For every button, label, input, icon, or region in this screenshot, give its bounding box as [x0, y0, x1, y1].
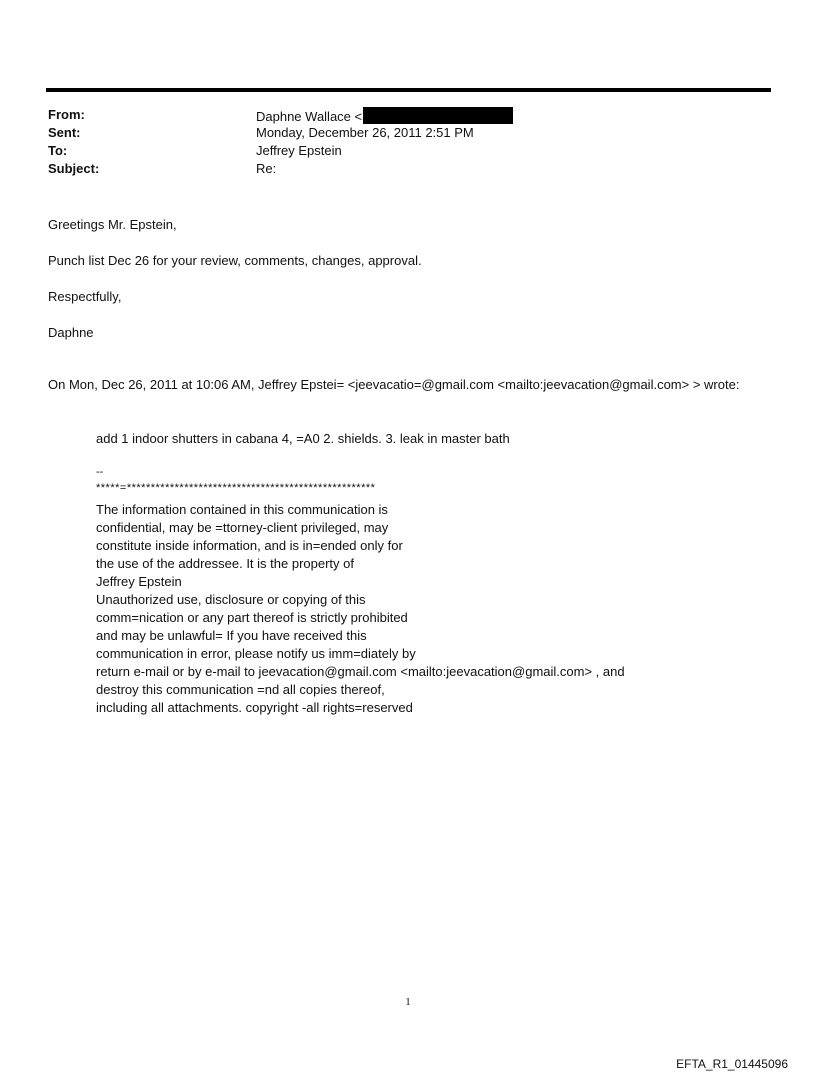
redaction-box [363, 107, 513, 124]
sent-label: Sent: [48, 125, 81, 140]
disclaimer-line: constitute inside information, and is in=ended only for [96, 538, 403, 553]
disclaimer-line: destroy this communication =nd all copies thereof, [96, 682, 385, 697]
greeting: Greetings Mr. Epstein, [48, 217, 177, 232]
subject-value: Re: [256, 161, 277, 176]
disclaimer-line: return e-mail or by e-mail to jeevacation@gmail.com <mailto:jeevacation@gmail.com> , and [96, 664, 625, 679]
disclaimer-line: confidential, may be =ttorney-client privileged, may [96, 520, 389, 535]
disclaimer-line: including all attachments. copyright -all rights=reserved [96, 700, 413, 715]
quoted-message: add 1 indoor shutters in cabana 4, =A0 2. shields. 3. leak in master bath [96, 431, 510, 446]
disclaimer-line: and may be unlawful= If you have received this [96, 628, 367, 643]
body-line: Punch list Dec 26 for your review, comments, changes, approval. [48, 253, 422, 268]
disclaimer-line: comm=nication or any part thereof is strictly prohibited [96, 610, 408, 625]
to-label: To: [48, 143, 68, 158]
quote-intro: On Mon, Dec 26, 2011 at 10:06 AM, Jeffrey Epstei= <jeevacatio=@gmail.com <mailto:jeevacation@gmail.com> > wrote: [48, 377, 740, 392]
header-rule [46, 88, 771, 92]
subject-label: Subject: [48, 161, 100, 176]
disclaimer [96, 501, 625, 717]
disclaimer-line: the use of the addressee. It is the property of [96, 556, 354, 571]
disclaimer-line: The information contained in this communication is [96, 502, 388, 517]
from-label: From: [48, 107, 85, 122]
quote-separator: -- [96, 466, 104, 478]
from-text: Daphne Wallace < [256, 109, 363, 124]
from-value [256, 107, 513, 124]
closing: Respectfully, [48, 289, 122, 304]
disclaimer-line: communication in error, please notify us imm=diately by [96, 646, 416, 661]
page-number: 1 [405, 996, 411, 1008]
bates-number: EFTA_R1_01445096 [676, 1057, 788, 1071]
quote-stars: *****=**************************************************** [96, 482, 376, 494]
sent-value: Monday, December 26, 2011 2:51 PM [256, 125, 474, 140]
disclaimer-line: Jeffrey Epstein [96, 574, 182, 589]
disclaimer-line: Unauthorized use, disclosure or copying of this [96, 592, 366, 607]
to-value: Jeffrey Epstein [256, 143, 342, 158]
signature: Daphne [48, 325, 94, 340]
